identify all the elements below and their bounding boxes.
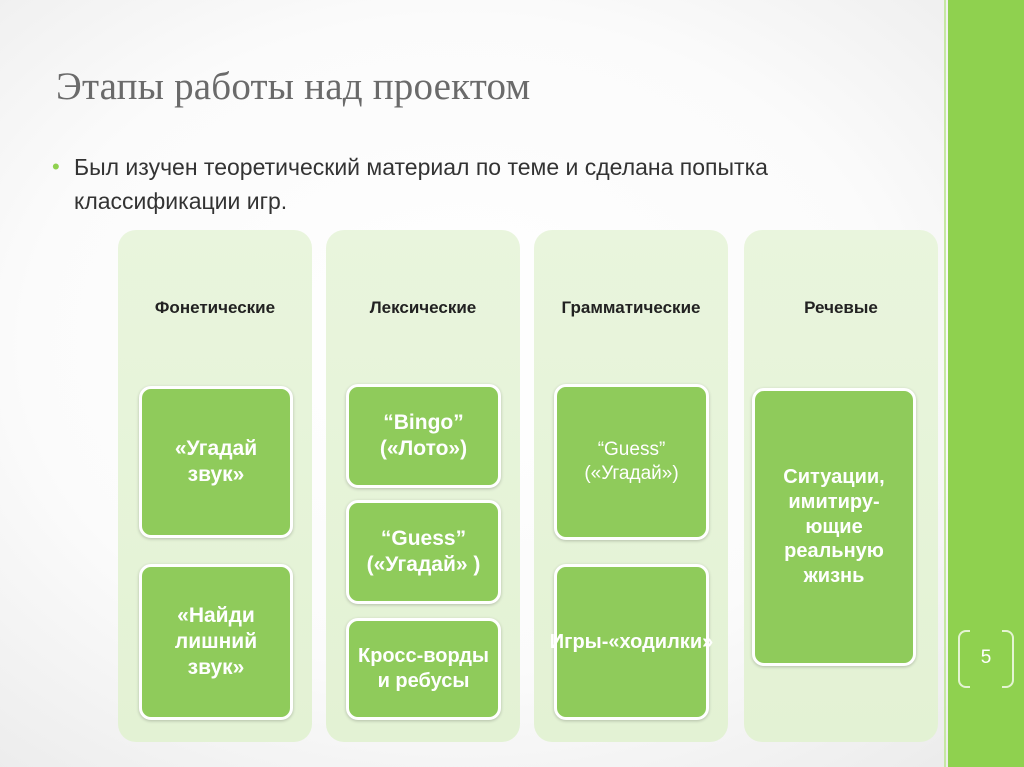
- page-number: 5: [980, 647, 992, 668]
- card-real-life-situations: Ситуации, имитиру-ющие реальную жизнь: [752, 388, 916, 666]
- column-title: Грамматические: [561, 298, 701, 317]
- column-title: Лексические: [369, 298, 477, 317]
- card-guess-lexical: “Guess” («Угадай» ): [346, 500, 501, 604]
- card-board-games: Игры-«ходилки»: [554, 564, 709, 720]
- bullet-text: Был изучен теоретический материал по теме и сделана попытка классификации игр.: [74, 154, 768, 214]
- card-crosswords: Кросс-ворды и ребусы: [346, 618, 501, 720]
- card-guess-grammar: “Guess” («Угадай»): [554, 384, 709, 540]
- card-guess-sound: «Угадай звук»: [139, 386, 293, 538]
- card-bingo: “Bingo” («Лото»): [346, 384, 501, 488]
- slide-title: Этапы работы над проектом: [56, 65, 531, 108]
- column-phonetic: [118, 230, 312, 742]
- column-title: Фонетические: [154, 298, 276, 317]
- page-number-badge: [956, 628, 1016, 688]
- card-find-odd-sound: «Найди лишний звук»: [139, 564, 293, 720]
- column-speech: [744, 230, 938, 742]
- right-brace-icon: [1002, 630, 1014, 688]
- bullet-dot-icon: •: [52, 154, 60, 179]
- column-title: Речевые: [804, 298, 878, 317]
- column-grammatical: [534, 230, 728, 742]
- bullet-item: [52, 150, 932, 218]
- column-lexical: [326, 230, 520, 742]
- left-brace-icon: [958, 630, 970, 688]
- side-divider-line: [944, 0, 946, 767]
